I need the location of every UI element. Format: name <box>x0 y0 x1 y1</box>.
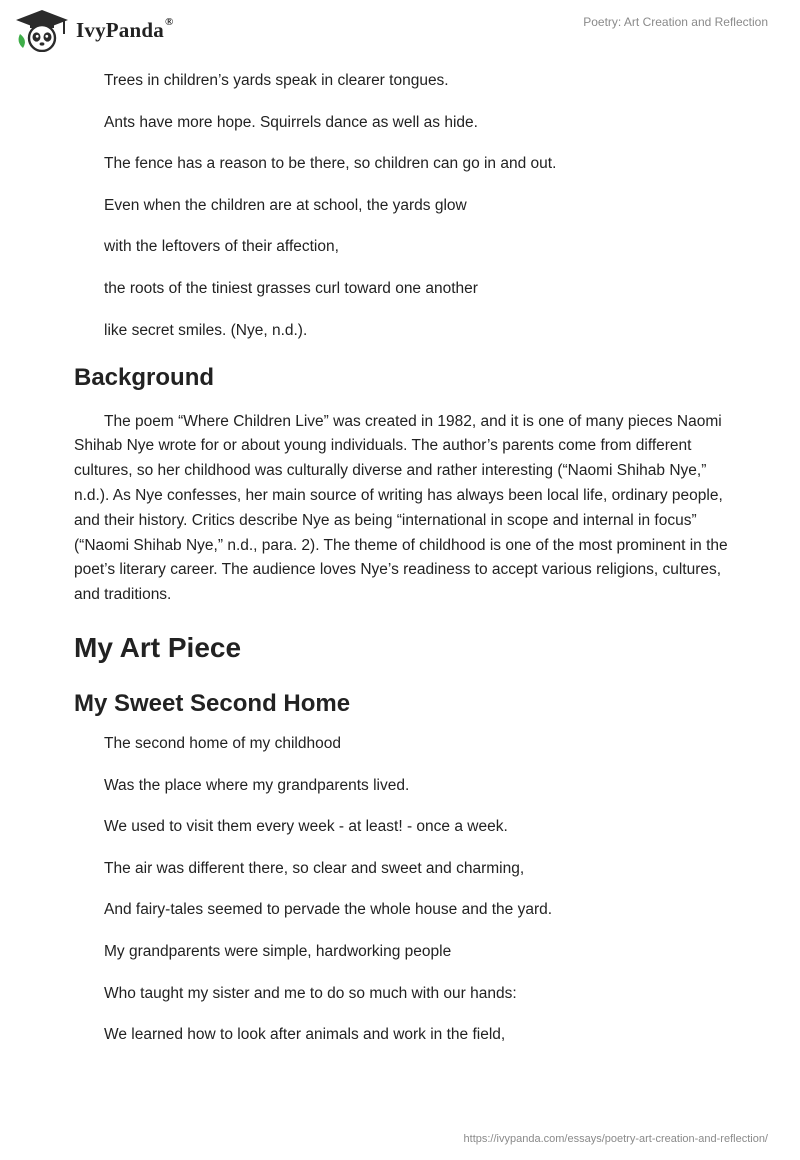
art-piece-heading: My Art Piece <box>74 631 242 663</box>
logo-wordmark: IvyPanda® <box>76 15 174 42</box>
ivypanda-logo[interactable] <box>14 8 173 52</box>
essay-content <box>74 72 734 1068</box>
poem-line: The second home of my childhood <box>104 734 341 752</box>
poem-line: My grandparents were simple, hardworking people <box>104 942 452 960</box>
page-header <box>0 0 800 60</box>
document-title: Poetry: Art Creation and Reflection <box>583 15 768 29</box>
source-url[interactable]: https://ivypanda.com/essays/poetry-art-creation-and-reflection/ <box>463 1133 768 1145</box>
background-heading: Background <box>74 363 215 391</box>
poem-line: We used to visit them every week - at least! - once a week. <box>104 818 508 836</box>
poem-line: with the leftovers of their affection, <box>104 238 339 256</box>
poem-line: like secret smiles. (Nye, n.d.). <box>104 321 308 339</box>
poem-line: The fence has a reason to be there, so children can go in and out. <box>104 155 557 173</box>
poem-line: the roots of the tiniest grasses curl toward one another <box>104 279 478 297</box>
background-paragraph: The poem “Where Children Live” was created in 1982, and it is one of many pieces Naomi Shihab Nye wrote for or about young individuals. The author’s parents come from different cultures, so her childhood was culturally diverse and rather interesting (“Naomi Shihab Nye,” n.d.). As Nye confesses, her main source of writing has always been local life, ordinary people, and their history. Critics describe Nye as being “international in scope and internal in focus” (“Naomi Shihab Nye,” n.d., para. 2). The theme of childhood is one of the most prominent in the poet’s literary career. The audience loves Nye’s readiness to accept various religions, cultures, and traditions. <box>74 412 728 604</box>
poem-line: Even when the children are at school, the yards glow <box>104 196 467 214</box>
poem-line: Was the place where my grandparents lived. <box>104 776 410 794</box>
art-poem-title: My Sweet Second Home <box>74 689 351 717</box>
poem-line: And fairy-tales seemed to pervade the whole house and the yard. <box>104 901 553 919</box>
registered-mark: ® <box>164 15 174 28</box>
poem-quote <box>74 72 734 340</box>
art-poem <box>74 735 734 1044</box>
poem-line: Ants have more hope. Squirrels dance as well as hide. <box>104 113 478 131</box>
poem-line: Who taught my sister and me to do so much with our hands: <box>104 984 517 1002</box>
poem-line: We learned how to look after animals and work in the field, <box>104 1026 506 1044</box>
poem-line: The air was different there, so clear and sweet and charming, <box>104 859 525 877</box>
panda-graduate-icon <box>14 8 70 52</box>
poem-line: Trees in children’s yards speak in clearer tongues. <box>104 72 449 89</box>
